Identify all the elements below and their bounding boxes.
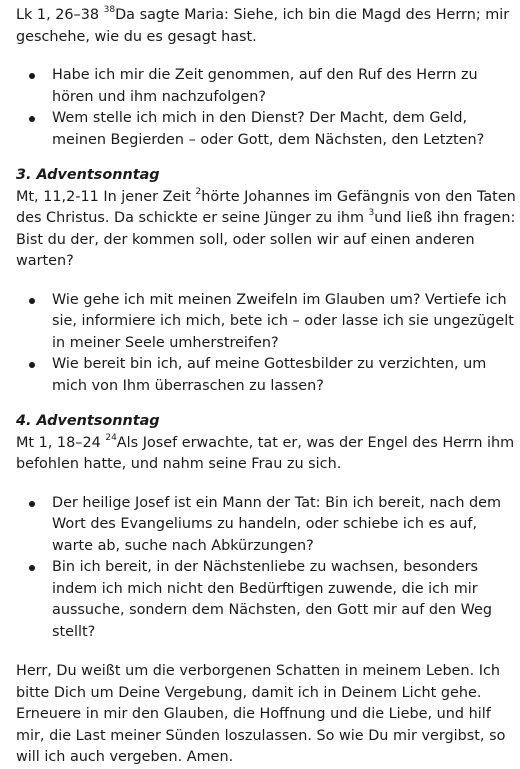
section-3-question-2: Wie bereit bin ich, auf meine Gottesbilder zu verzichten, um mich von Ihm überraschen zu lassen?	[52, 356, 487, 394]
list-item	[16, 65, 516, 108]
lk-verse-number: 38	[103, 5, 116, 16]
section-4-reference: Mt 1, 18–24	[16, 434, 101, 451]
bullet-dot-icon	[29, 565, 35, 571]
lk-question-1: Habe ich mir die Zeit genommen, auf den Ruf des Herrn zu hören und ihm nachzufolgen?	[52, 67, 478, 105]
bullet-dot-icon	[29, 501, 35, 507]
list-item	[16, 557, 516, 643]
lk-questions	[16, 65, 516, 151]
section-3-reference: Mt, 11,2-11	[16, 188, 99, 205]
section-3-text-b: hörte Johannes im Gefängnis von den Taten des Christus. Da schickte er seine Jünger zu ihm	[16, 188, 516, 226]
section-3-questions	[16, 290, 516, 398]
document-page	[16, 5, 516, 769]
bullet-dot-icon	[29, 362, 35, 368]
list-item	[16, 493, 516, 558]
section-4-question-2: Bin ich bereit, in der Nächstenliebe zu wachsen, besonders indem ich mich nicht den Bedürftigen zuwende, die ich mir aussuche, sondern dem Nächsten, den Gott mir auf den Weg stellt?	[52, 559, 492, 640]
section-4-questions	[16, 493, 516, 644]
section-3-question-1: Wie gehe ich mit meinen Zweifeln im Glauben um? Vertiefe ich sie, informiere ich mich, bete ich – oder lasse ich sie ungezügelt in meiner Seele umherstreifen?	[52, 291, 514, 351]
list-item	[16, 108, 516, 151]
section-4-heading: 4. Adventsonntag	[16, 413, 160, 429]
section-3-verse-b: 3	[368, 208, 375, 219]
section-4-question-1: Der heilige Josef ist ein Mann der Tat: Bin ich bereit, nach dem Wort des Evangeliums zu handeln, oder schiebe ich es auf, warte ab, suche nach Abkürzungen?	[52, 494, 502, 554]
list-item	[16, 290, 516, 355]
section-3-heading: 3. Adventsonntag	[16, 167, 160, 183]
bullet-dot-icon	[29, 116, 35, 122]
lk-question-2: Wem stelle ich mich in den Dienst? Der Macht, dem Geld, meinen Begierden – oder Gott, dem Nächsten, den Letzten?	[52, 110, 485, 148]
section-4-passage	[16, 433, 516, 476]
closing-prayer: Herr, Du weißt um die verborgenen Schatten in meinem Leben. Ich bitte Dich um Deine Vergebung, damit ich in Deinem Licht gehe. Erneuere in mir den Glauben, die Hoffnung und die Liebe, und hilf mir, die Last meiner Sünden loszulassen. So wie Du mir vergibst, so will ich auch vergeben. Amen.	[16, 663, 506, 765]
bullet-dot-icon	[29, 73, 35, 79]
section-4-verse-number: 24	[105, 432, 117, 443]
section-3-verse-a: 2	[195, 186, 202, 197]
section-3-passage	[16, 187, 516, 273]
section-4-text: Als Josef erwachte, tat er, was der Engel des Herrn ihm befohlen hatte, und nahm seine Frau zu sich.	[16, 434, 515, 472]
section-3-text-c: und ließ ihn fragen: Bist du der, der kommen soll, oder sollen wir auf einen anderen warten?	[16, 210, 516, 269]
lk-passage	[16, 5, 516, 48]
lk-text: Da sagte Maria: Siehe, ich bin die Magd des Herrn; mir geschehe, wie du es gesagt hast.	[16, 7, 510, 45]
lk-reference: Lk 1, 26–38	[16, 7, 100, 23]
bullet-dot-icon	[29, 298, 35, 304]
section-3-text-a: In jener Zeit	[98, 188, 196, 205]
list-item	[16, 354, 516, 397]
